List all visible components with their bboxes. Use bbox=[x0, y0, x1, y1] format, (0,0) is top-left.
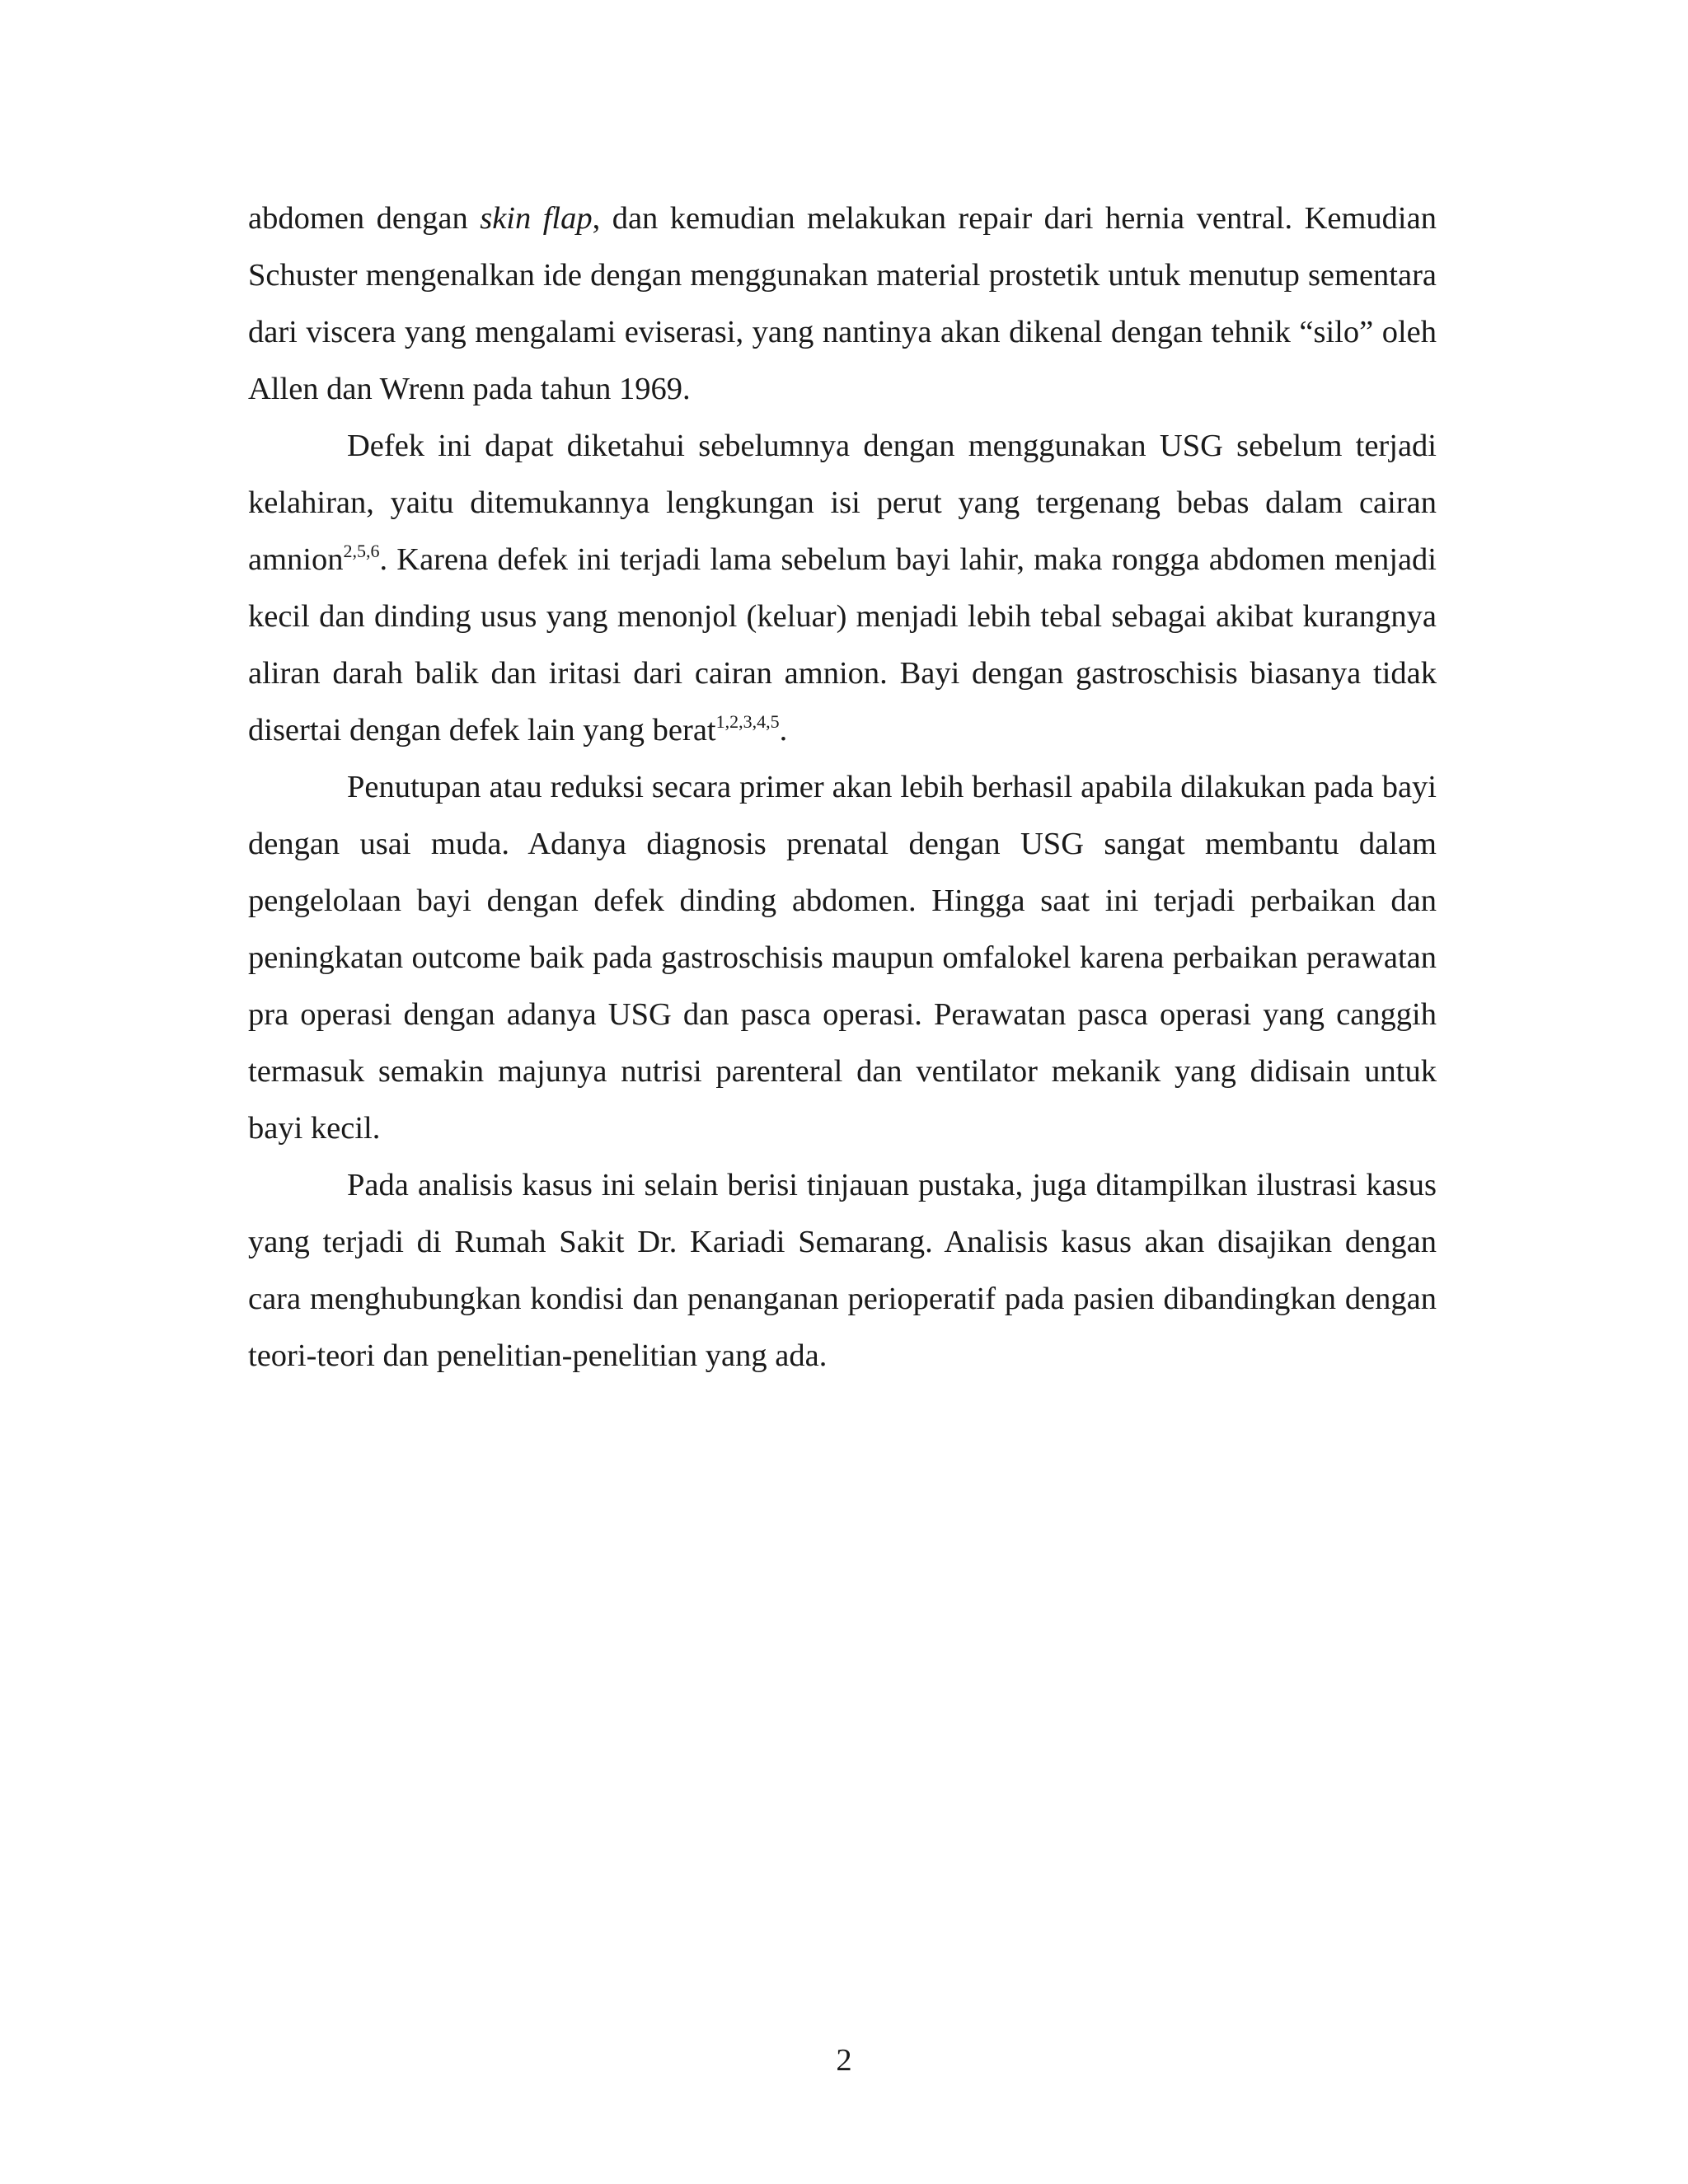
citation-superscript: 1,2,3,4,5 bbox=[715, 711, 780, 732]
citation-superscript: 2,5,6 bbox=[343, 541, 380, 561]
paragraph-2 bbox=[248, 418, 1437, 759]
page-number: 2 bbox=[836, 2043, 852, 2078]
paragraph-4: Pada analisis kasus ini selain berisi tinjauan pustaka, juga ditampilkan ilustrasi kasus yang terjadi di Rumah Sakit Dr. Kariadi Semarang. Analisis kasus akan disajikan dengan cara menghubungkan kondisi dan penanganan perioperatif pada pasien dibandingkan dengan teori-teori dan penelitian-penelitian yang ada. bbox=[248, 1168, 1437, 1373]
paragraph-2-text-a: Defek ini dapat diketahui sebelumnya dengan menggunakan USG sebelum terjadi kelahiran, yaitu ditemukannya lengkungan isi perut yang tergenang bebas dalam cairan amnion bbox=[248, 429, 1437, 577]
paragraph-1 bbox=[248, 190, 1437, 418]
paragraph-3: Penutupan atau reduksi secara primer akan lebih berhasil apabila dilakukan pada bayi dengan usai muda. Adanya diagnosis prenatal dengan USG sangat membantu dalam pengelolaan bayi dengan defek dinding abdomen. Hingga saat ini terjadi perbaikan dan peningkatan outcome baik pada gastroschisis maupun omfalokel karena perbaikan perawatan pra operasi dengan adanya USG dan pasca operasi. Perawatan pasca operasi yang canggih termasuk semakin majunya nutrisi parenteral dan ventilator mekanik yang didisain untuk bayi kecil. bbox=[248, 770, 1437, 1146]
paragraph-1-text-end: , dan kemudian melakukan repair dari hernia ventral. Kemudian Schuster mengenalkan ide dengan menggunakan material prostetik untuk menutup sementara dari viscera yang mengalami eviserasi, yang nantinya akan dikenal dengan tehnik “silo” oleh Allen dan Wrenn pada tahun 1969. bbox=[248, 201, 1437, 406]
paragraph-2-text-b: . Karena defek ini terjadi lama sebelum bayi lahir, maka rongga abdomen menjadi kecil dan dinding usus yang menonjol (keluar) menjadi lebih tebal sebagai akibat kurangnya aliran darah balik dan iritasi dari cairan amnion. Bayi dengan gastroschisis biasanya tidak disertai dengan defek lain yang berat bbox=[248, 542, 1437, 748]
paragraph-1-text-start: abdomen dengan bbox=[248, 201, 481, 236]
paragraph-1-italic-term: skin flap bbox=[480, 201, 593, 236]
paragraph-2-text-c: . bbox=[779, 713, 788, 748]
document-body bbox=[248, 190, 1437, 1385]
